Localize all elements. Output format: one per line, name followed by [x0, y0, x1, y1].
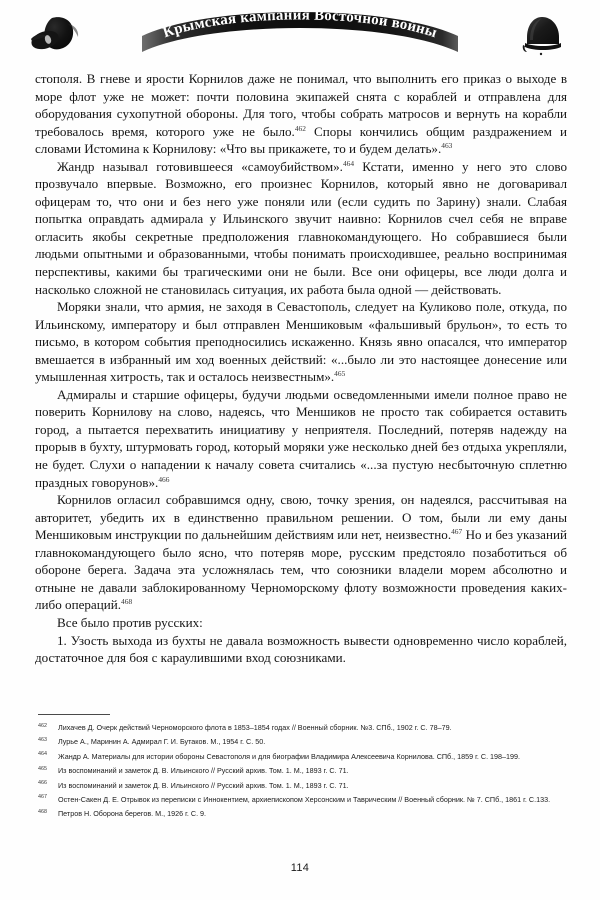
military-cap-silhouette-icon	[28, 14, 86, 58]
footnote-item	[38, 751, 570, 762]
footnote-text: Из воспоминаний и заметок Д. В. Ильинского // Русский архив. Том. 1. М., 1893 г. С. 71.	[58, 766, 349, 776]
paragraph	[35, 386, 567, 491]
footnote-ref[interactable]: 466	[158, 474, 170, 484]
page-number: 114	[290, 862, 310, 874]
page-body-text	[35, 70, 567, 667]
paragraph-text: Но и без указаний главнокомандующего было ясно, что потеряв море, русским предстояло позаботиться об обороне берега. Задача эта усложнялась тем, что союзники владели морем абсолютно и отныне не давали заблокированному Черноморскому флоту возможности проведения каких-либо операций.	[35, 527, 567, 613]
footnote-number: 465	[38, 765, 47, 772]
paragraph-text: Все было против русских:	[57, 614, 203, 630]
footnote-number: 464	[38, 751, 47, 758]
footnote-item	[38, 736, 570, 747]
footnote-number: 462	[38, 722, 47, 729]
paragraph	[35, 491, 567, 614]
footnote-text: Лихачев Д. Очерк действий Черноморского флота в 1853–1854 годах // Военный сборник. №3. СПб., 1902 г. С. 78–79.	[58, 723, 452, 732]
paragraph-text: 1. Узость выхода из бухты не давала возможность вывести одновременно число кораблей, достаточное для боя с караулившими вход союзниками.	[35, 632, 567, 666]
footnote-ref[interactable]: 467	[451, 527, 463, 537]
chapter-banner	[140, 6, 460, 62]
footnote-ref[interactable]: 464	[342, 158, 355, 168]
paragraph-text: Адмиралы и старшие офицеры, будучи людьми осведомленными имели полное право не поверить Корнилову на слово, надеясь, что Меншиков не просто так собирается оставить город, а пытается перехватить инициативу у неприятеля. Последний, потеряв надежду на прорыв в бухту, штурмовать город, который моряки уже несколько дней без отдыха укрепляли, не будет. Слухи о нападении к началу совета считались «...за пустую несбыточную сплетню праздных говорунов».	[35, 386, 567, 490]
paragraph	[35, 298, 567, 386]
footnote-separator-rule	[38, 714, 110, 715]
paragraph-text: Моряки знали, что армия, не заходя в Севастополь, следует на Куликово поле, откуда, по Ильинскому, императору и был отправлен Меншиковым «фальшивый брульон», то есть то письмо, в котором события преподносились искаженно. Князь явно опасался, что император вмешается в избранный им ход военных действий: «...было ли это настоящее донесение или умышленная хитрость, так и осталось неизвестным».	[35, 299, 567, 385]
footnote-text: Петров Н. Оборона берегов. М., 1926 г. С. 9.	[58, 809, 207, 819]
paragraph	[35, 70, 567, 158]
paragraph	[35, 158, 567, 298]
footnote-number: 466	[38, 780, 47, 787]
footnote-text: Лурье А., Маринин А. Адмирал Г. И. Бутаков. М., 1954 г. С. 50.	[58, 737, 266, 747]
footnote-text: Жандр А. Материалы для истории обороны Севастополя и для биографии Владимира Алексеевича Корнилова. СПб., 1859 г. С. 198–199.	[58, 751, 521, 761]
footnotes-list	[38, 722, 570, 823]
footnote-number: 463	[38, 736, 47, 743]
footnote-number: 468	[38, 808, 47, 815]
banner-title: Крымская кампания Восточной войны	[161, 7, 439, 42]
paragraph-text: Кстати, именно у него это слово прозвучало впервые. Возможно, его произнес Корнилов, который явно не договаривал офицерам то, что они и без него уже поняли или (если судить по Зарину) знали. Слабая попытка оправдать адмирала у Ильинского звучит наивно: Корнилов счел себя не вправе огласить якобы секретные предположения главнокомандующего. Но собравшиеся были людьми опытными и образованными, чтобы понимать происходившее, реально воспринимая перспективы, какими бы трагическими они не были. Все они офицеры, все люди долга и насколько сложной не становилась ситуация, их работа была одной — действовать.	[35, 158, 567, 297]
footnote-text: Из воспоминаний и заметок Д. В. Ильинского // Русский архив. Том. 1. М., 1893 г. С. 71.	[58, 780, 349, 790]
military-helmet-silhouette-icon	[516, 14, 568, 58]
paragraph	[35, 632, 567, 667]
footnote-text: Остен-Сакен Д. Е. Отрывок из переписки с Иннокентием, архиепископом Херсонским и Таврическим // Военный сборник. № 7. СПб., 1861 г. С.133.	[58, 794, 551, 804]
footnote-ref[interactable]: 465	[334, 369, 346, 379]
footnote-item	[38, 780, 570, 791]
footnote-item	[38, 722, 570, 733]
footnote-ref[interactable]: 468	[121, 597, 133, 607]
footnote-item	[38, 808, 570, 819]
paragraph	[35, 614, 567, 632]
page-header-ornament	[0, 0, 600, 68]
footnote-item	[38, 765, 570, 776]
footnote-ref[interactable]: 463	[441, 141, 453, 151]
paragraph-text: стополя. В гневе и ярости Корнилов даже не понимал, что выполнить его приказ о выходе в море флот уже не может: почти половина экипажей снята с кораблей и отправлена для оборудования сухопутной обороны. Для того, чтобы собрать матросов и вернуть на корабли требовалось время, которого уже не было.	[35, 71, 567, 139]
footnote-number: 467	[38, 794, 47, 801]
paragraph-text: Споры кончились общим раздражением и словами Истомина к Корнилову: «Что вы прикажете, то и будем делать».	[35, 123, 567, 157]
paragraph-text: Корнилов огласил собравшимся одну, свою, точку зрения, он надеялся, рассчитывая на авторитет, убедить их в единственно правильном решении. О том, были ли ему даны Меншиковым инструкции по дальнейшим действиям или нет, неизвестно.	[35, 492, 567, 543]
footnote-ref[interactable]: 462	[294, 123, 306, 133]
footnote-item	[38, 794, 570, 805]
paragraph-text: Жандр называл готовившееся «самоубийством».	[57, 158, 343, 174]
